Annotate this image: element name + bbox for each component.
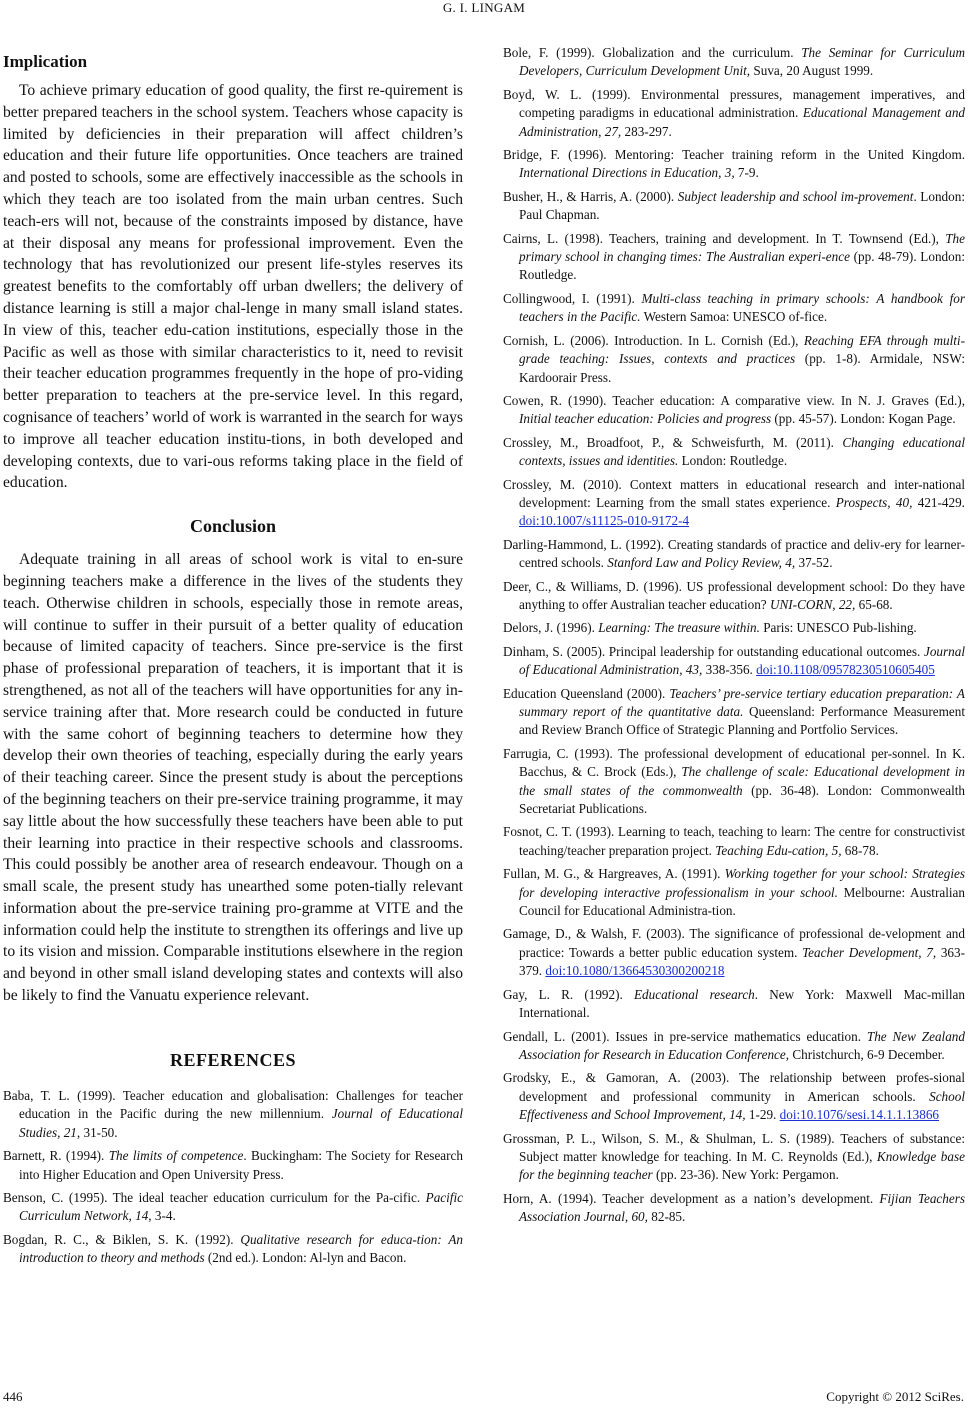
reference-entry: Busher, H., & Harris, A. (2000). Subject leadership and school im-provement. London: Paul Chapman. xyxy=(503,188,965,223)
reference-entry: Grodsky, E., & Gamoran, A. (2003). The relationship between profes-sional development and professional community in American schools. School Effectiveness and School Improvement, 14, 1-29. doi:10.1076/sesi.14.1.1.13866 xyxy=(503,1070,965,1123)
reference-entry: Delors, J. (1996). Learning: The treasure within. Paris: UNESCO Pub-lishing. xyxy=(503,620,917,636)
reference-entry: Dinham, S. (2005). Principal leadership for outstanding educational outcomes. Journal of Educational Administration, 43, 338-356. doi:10.1108/09578230510605405 xyxy=(503,643,965,678)
reference-entry: Gendall, L. (2001). Issues in pre-service mathematics education. The New Zealand Association for Research in Education Conference, Christchurch, 6-9 December. xyxy=(503,1028,965,1062)
reference-entry: Fullan, M. G., & Hargreaves, A. (1991). Working together for your school: Strategies for developing interactive professionalism in your school. Melbourne: Australian Council for Educational Administra-tion. xyxy=(503,866,966,919)
reference-entry: Cornish, L. (2006). Introduction. In L. Cornish (Ed.), Reaching EFA through multi-grade teaching: Issues, contexts and practices (pp. 1-8). Armidale, NSW: Kardoorair Press. xyxy=(503,332,965,385)
reference-list-right xyxy=(503,44,965,1227)
reference-entry: Darling-Hammond, L. (1992). Creating standards of practice and deliv-ery for learner-centred schools. Stanford Law and Policy Review, 4, 37-52. xyxy=(503,536,965,571)
copyright-notice: Copyright © 2012 SciRes. xyxy=(826,1389,964,1404)
doi-link[interactable]: doi:10.1007/s11125-010-9172-4 xyxy=(519,513,690,529)
reference-entry: Collingwood, I. (1991). Multi-class teaching in primary schools: A handbook for teachers in the Pacific. Western Samoa: UNESCO of-fice. xyxy=(503,290,965,325)
reference-entry: Bole, F. (1999). Globalization and the curriculum. The Seminar for Curriculum Developers, Curriculum Development Unit, Suva, 20 August 1999. xyxy=(503,45,965,79)
doi-link[interactable]: doi:10.1108/09578230510605405 xyxy=(756,662,935,678)
reference-entry: Bridge, F. (1996). Mentoring: Teacher training reform in the United Kingdom. International Directions in Education, 3, 7-9. xyxy=(503,147,965,181)
reference-entry: Cowen, R. (1990). Teacher education: A comparative view. In N. J. Graves (Ed.), Initial teacher education: Policies and progress (pp. 45-57). London: Kogan Page. xyxy=(503,392,965,427)
reference-entry: Education Queensland (2000). Teachers’ pre-service tertiary education preparation: A summary report of the quantitative data. Queensland: Performance Measurement and Review Branch Office of Strategic Planning and Portfolio Services. xyxy=(503,685,965,738)
doi-link[interactable]: doi:10.1080/13664530300200218 xyxy=(545,963,725,979)
reference-entry: Barnett, R. (1994). The limits of competence. Buckingham: The Society for Research into Higher Education and Open University Press. xyxy=(3,1148,463,1182)
reference-entry: Deer, C., & Williams, D. (1996). US professional development school: Do they have anything to offer Australian teacher education? UNI-CORN, 22, 65-68. xyxy=(503,578,965,612)
reference-entry: Gay, L. R. (1992). Educational research. New York: Maxwell Mac-millan International. xyxy=(503,986,965,1021)
left-column xyxy=(3,52,463,1273)
running-header: G. I. LINGAM xyxy=(442,0,526,15)
page-number: 446 xyxy=(3,1389,23,1404)
reference-entry: Baba, T. L. (1999). Teacher education and globalisation: Challenges for teacher education in the Pacific during the new millennium. Journal of Educational Studies, 21, 31-50. xyxy=(3,1087,464,1140)
implication-heading: Implication xyxy=(3,52,88,71)
reference-entry: Gamage, D., & Walsh, F. (2003). The significance of professional de-velopment and practice: Towards a better public education system. Teacher Development, 7, 363-379. doi:10.1080/13664530300200218 xyxy=(503,926,965,979)
reference-entry: Crossley, M. (2010). Context matters in educational research and inter-national development: Learning from the small states experience. Prospects, 40, 421-429. doi:10.1007/s11125-010-9172-4 xyxy=(503,476,965,529)
implication-paragraph: To achieve primary education of good quality, the first re-quirement is better prepared teachers in the school system. Teachers whose capacity is limited by deficiencies in their preparation will affect children’s education and their future life opportunities. Once teachers are trained and posted to schools, some are effectively inaccessible as the schools in which they teach are too isolated from the main urban centres. Such teach-ers will not, because of the constraints imposed by distance, have at their disposal any means for professional improvement. Even the technology that has revolutionized our present life-styles reserves its greatest benefits to the comfortably off urban dwellers; the delivery of distance learning is still a major chal-lenge in many small island states. In view of this, teacher edu-cation institutions, especially those in the Pacific as well as those with similar characteristics to it, need to revisit their teacher education programmes frequently in the hope of pro-viding better preparation to teachers at the pre-service level. In this regard, cognisance of teachers’ world of work is warranted in the search for ways to improve all teacher education institu-tions, in both developed and developing contexts, due to vari-ous reforms taking place in the field of education. xyxy=(3,82,463,492)
reference-entry: Benson, C. (1995). The ideal teacher education curriculum for the Pa-cific. Pacific Curriculum Network, 14, 3-4. xyxy=(3,1189,463,1224)
reference-entry: Fosnot, C. T. (1993). Learning to teach, teaching to learn: The centre for constructivist teaching/teacher preparation project. Teaching Edu-cation, 5, 68-78. xyxy=(503,824,965,858)
reference-entry: Boyd, W. L. (1999). Environmental pressures, management imperatives, and competing paradigms in educational administration. Educational Management and Administration, 27, 283-297. xyxy=(503,86,966,139)
reference-entry: Cairns, L. (1998). Teachers, training and development. In T. Townsend (Ed.), The primary school in changing times: The Australian experi-ence (pp. 48-79). London: Routledge. xyxy=(503,230,965,283)
reference-entry: Grossman, P. L., Wilson, S. M., & Shulman, L. S. (1989). Teachers of substance: Subject matter knowledge for teaching. In M. C. Reynolds (Ed.), Knowledge base for the beginning teacher (pp. 23-36). New York: Pergamon. xyxy=(503,1130,965,1183)
conclusion-heading: Conclusion xyxy=(189,516,277,537)
reference-entry: Farrugia, C. (1993). The professional development of educational per-sonnel. In K. Bacchus, & C. Brock (Eds.), The challenge of scale: Educational development in the small states of the commonwealth (pp. 36-48). London: Commonwealth Secretariat Publications. xyxy=(503,745,965,817)
doi-link[interactable]: doi:10.1076/sesi.14.1.1.13866 xyxy=(779,1107,940,1123)
reference-entry: Crossley, M., Broadfoot, P., & Schweisfurth, M. (2011). Changing educational contexts, issues and identities. London: Routledge. xyxy=(503,434,965,469)
right-column xyxy=(503,44,965,1232)
references-heading: REFERENCES xyxy=(169,1049,297,1070)
reference-entry: Bogdan, R. C., & Biklen, S. K. (1992). Qualitative research for educa-tion: An introduction to theory and methods (2nd ed.). London: Al-lyn and Bacon. xyxy=(3,1231,463,1266)
reference-list-left xyxy=(3,1087,463,1268)
conclusion-paragraph: Adequate training in all areas of school work is vital to en-sure beginning teachers make a difference in the lives of the students they teach. Otherwise children in schools, especially those in remote areas, will continue to suffer in their pursuit of a better quality of education because of limited capacity of teachers. Since pre-service is the first phase of professional preparation of teachers, it is important that it is strengthened, as not all of the teachers will have opportunities for any in-service training after that. More research could be conducted in future with the same cohort of beginning teachers to determine how they develop their own theories of teaching, especially during the early years of their teaching career. Since the present study is about the perceptions of the beginning teachers on their pre-service training programme, it may say little about the how successfully these teachers have been able to put their learning into practice in their respective schools and classrooms. This could possibly be another area of research endeavour. Though on a small scale, the present study has unearthed some poten-tially relevant information about the pre-service training pro-gramme at VITE and the information could help the institute to strengthen its offerings and live up to its vision and mission. Comparable institutions elsewhere in the region and beyond in other small island developing states and contexts will also be likely to find the Vanuatu experience relevant. xyxy=(3,551,463,1005)
reference-entry: Horn, A. (1994). Teacher development as a nation’s development. Fijian Teachers Association Journal, 60, 82-85. xyxy=(503,1190,965,1225)
